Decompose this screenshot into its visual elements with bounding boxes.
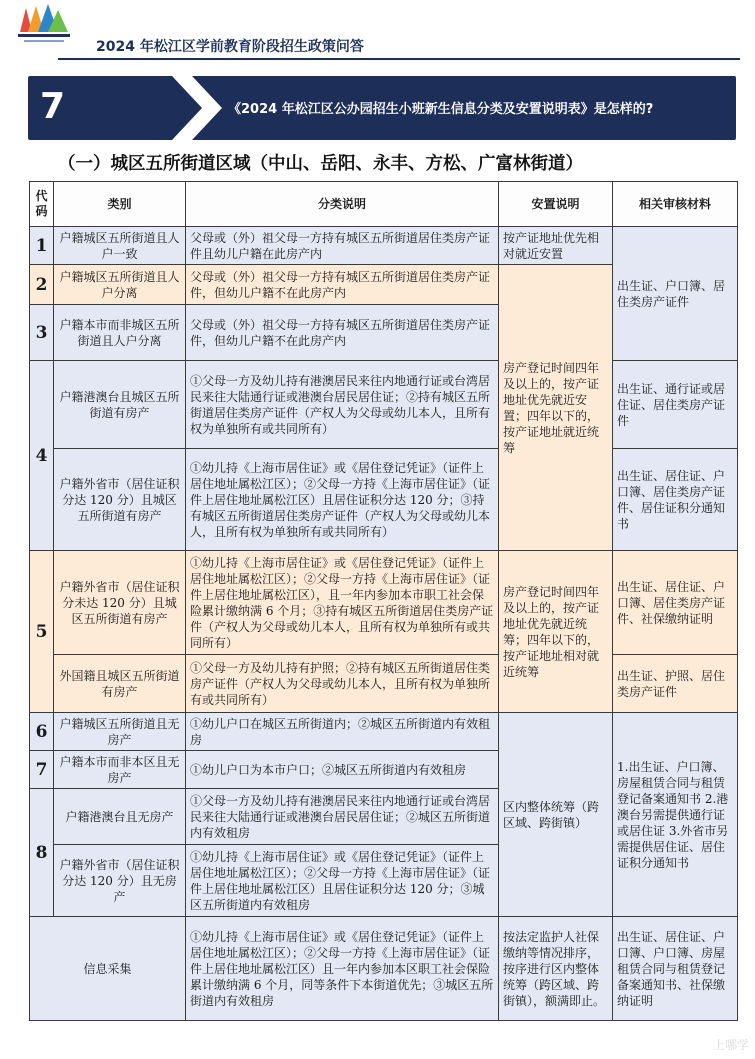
row-code: 1 xyxy=(30,227,54,265)
colorful-logo-icon xyxy=(18,2,70,46)
table-row xyxy=(30,449,738,551)
row-description: 父母或（外）祖父母一方持有城区五所街道居住类房产证件，但幼儿户籍不在此房产内 xyxy=(186,305,499,361)
row-settlement: 房产登记时间四年及以上的，按产证地址优先就近安置；四年以下的，按产证地址就近统筹 xyxy=(499,265,613,551)
row-category: 户籍城区五所街道且人户一致 xyxy=(54,227,186,265)
row-category: 户籍城区五所街道且无房产 xyxy=(54,713,186,751)
row-description: 父母或（外）祖父母一方持有城区五所街道居住类房产证件，但幼儿户籍不在此房产内 xyxy=(186,265,499,305)
row-category: 户籍外省市（居住证积分未达 120 分）且城区五所街道有房产 xyxy=(54,551,186,655)
row-code: 5 xyxy=(30,551,54,713)
title-underline xyxy=(58,58,740,60)
header-description: 分类说明 xyxy=(186,182,499,227)
table-row xyxy=(30,551,738,655)
row-materials: 出生证、居住证、户口簿、户口簿、房屋租赁合同与租赁登记备案通知书、社保缴纳证明 xyxy=(613,917,738,1021)
classification-table xyxy=(29,181,738,1021)
row-materials: 1.出生证、户口簿、房屋租赁合同与租赁登记备案通知书 2.港澳台另需提供通行证或居住证 3.外省市另需提供居住证、居住证积分通知书 xyxy=(613,713,738,917)
row-materials: 出生证、护照、居住类房产证件 xyxy=(613,655,738,713)
row-category: 户籍城区五所街道且人户分离 xyxy=(54,265,186,305)
row-description: ①父母一方及幼儿持有港澳居民来往内地通行证或台湾居民来往大陆通行证或港澳台居民居住证；②城区五所街道内有效租房 xyxy=(186,789,499,845)
section-title: （一）城区五所街道区域（中山、岳阳、永丰、方松、广富林街道） xyxy=(58,154,583,174)
table-row xyxy=(30,227,738,265)
table-row xyxy=(30,713,738,751)
row-description: ①父母一方及幼儿持有护照；②持有城区五所街道居住类房产证件（产权人为父母或幼儿本人，且所有权为单独所有或共同所有） xyxy=(186,655,499,713)
header-materials: 相关审核材料 xyxy=(613,182,738,227)
watermark-text: 上哪学 xyxy=(712,1038,749,1052)
row-description: ①幼儿户口在城区五所街道内；②城区五所街道内有效租房 xyxy=(186,713,499,751)
table-row xyxy=(30,361,738,449)
row-description: 父母或（外）祖父母一方持有城区五所街道居住类房产证件且幼儿户籍在此房产内 xyxy=(186,227,499,265)
row-description: ①幼儿持《上海市居住证》或《居住登记凭证》（证件上居住地址属松江区）；②父母一方持《上海市居住证》（证件上居住地址属松江区）且居住证积分达 120 分；③城区五所街道内有效租房 xyxy=(186,845,499,917)
row-code: 4 xyxy=(30,361,54,551)
table-row xyxy=(30,917,738,1021)
row-description: ①幼儿持《上海市居住证》或《居住登记凭证》（证件上居住地址属松江区）；②父母一方持《上海市居住证》（证件上居住地址属松江区），且一年内参加本市职工社会保险累计缴纳满 6 个月；③持有城区五所街道居住类房产证件（产权人为父母或幼儿本人，且所有权为单独所有或共同所有） xyxy=(186,551,499,655)
row-settlement: 区内整体统筹（跨区域、跨街镇） xyxy=(499,713,613,917)
header-code: 代码 xyxy=(30,182,54,227)
header-category: 类别 xyxy=(54,182,186,227)
header-settlement: 安置说明 xyxy=(499,182,613,227)
row-description: ①幼儿户口为本市户口；②城区五所街道内有效租房 xyxy=(186,751,499,789)
table-row xyxy=(30,655,738,713)
row-materials: 出生证、居住证、户口簿、居住类房产证件、社保缴纳证明 xyxy=(613,551,738,655)
chevron-right-icon xyxy=(172,76,222,140)
row-category: 户籍本市而非城区五所街道且人户分离 xyxy=(54,305,186,361)
table-header-row xyxy=(30,182,738,227)
row-materials: 出生证、居住证、户口簿、居住类房产证件、居住证积分通知书 xyxy=(613,449,738,551)
row-code: 6 xyxy=(30,713,54,751)
row-code: 2 xyxy=(30,265,54,305)
row-code: 3 xyxy=(30,305,54,361)
row-code: 7 xyxy=(30,751,54,789)
row-category: 户籍本市而非本区且无房产 xyxy=(54,751,186,789)
row-code: 8 xyxy=(30,789,54,917)
row-category: 户籍外省市（居住证积分达 120 分）且无房产 xyxy=(54,845,186,917)
question-text: 《2024 年松江区公办园招生小班新生信息分类及安置说明表》是怎样的? xyxy=(228,102,654,117)
row-settlement: 按法定监护人社保缴纳等情况排序，按序进行区内整体统筹（跨区域、跨街镇），额满即止。 xyxy=(499,917,613,1021)
row-materials: 出生证、户口簿、居住类房产证件 xyxy=(613,227,738,361)
row-settlement: 房产登记时间四年及以上的，按产证地址优先就近统筹；四年以下的，按产证地址相对就近统筹 xyxy=(499,551,613,713)
question-number: 7 xyxy=(40,86,66,127)
row-category: 户籍港澳台且无房产 xyxy=(54,789,186,845)
row-settlement: 按产证地址优先相对就近安置 xyxy=(499,227,613,265)
document-title: 2024 年松江区学前教育阶段招生政策问答 xyxy=(96,39,364,55)
row-materials: 出生证、通行证或居住证、居住类房产证件 xyxy=(613,361,738,449)
row-description: ①父母一方及幼儿持有港澳居民来往内地通行证或台湾居民来往大陆通行证或港澳台居民居住证；②持有城区五所街道居住类房产证件（产权人为父母或幼儿本人，且所有权为单独所有或共同所有） xyxy=(186,361,499,449)
row-description: ①幼儿持《上海市居住证》或《居住登记凭证》（证件上居住地址属松江区）；②父母一方持《上海市居住证》（证件上居住地址属松江区）且居住证积分达 120 分；③持有城区五所街道居住类房产证件（产权人为父母或幼儿本人，且所有权为单独所有或共同所有） xyxy=(186,449,499,551)
row-category: 信息采集 xyxy=(30,917,186,1021)
row-category: 户籍港澳台且城区五所街道有房产 xyxy=(54,361,186,449)
row-category: 外国籍且城区五所街道有房产 xyxy=(54,655,186,713)
row-description: ①幼儿持《上海市居住证》或《居住登记凭证》（证件上居住地址属松江区）；②父母一方持《上海市居住证》（证件上居住地址属松江区）且一年内参加本区职工社会保险累计缴纳满 6 个月，同等条件下本街道优先；③城区五所街道内有效租房 xyxy=(186,917,499,1021)
row-category: 户籍外省市（居住证积分达 120 分）且城区五所街道有房产 xyxy=(54,449,186,551)
